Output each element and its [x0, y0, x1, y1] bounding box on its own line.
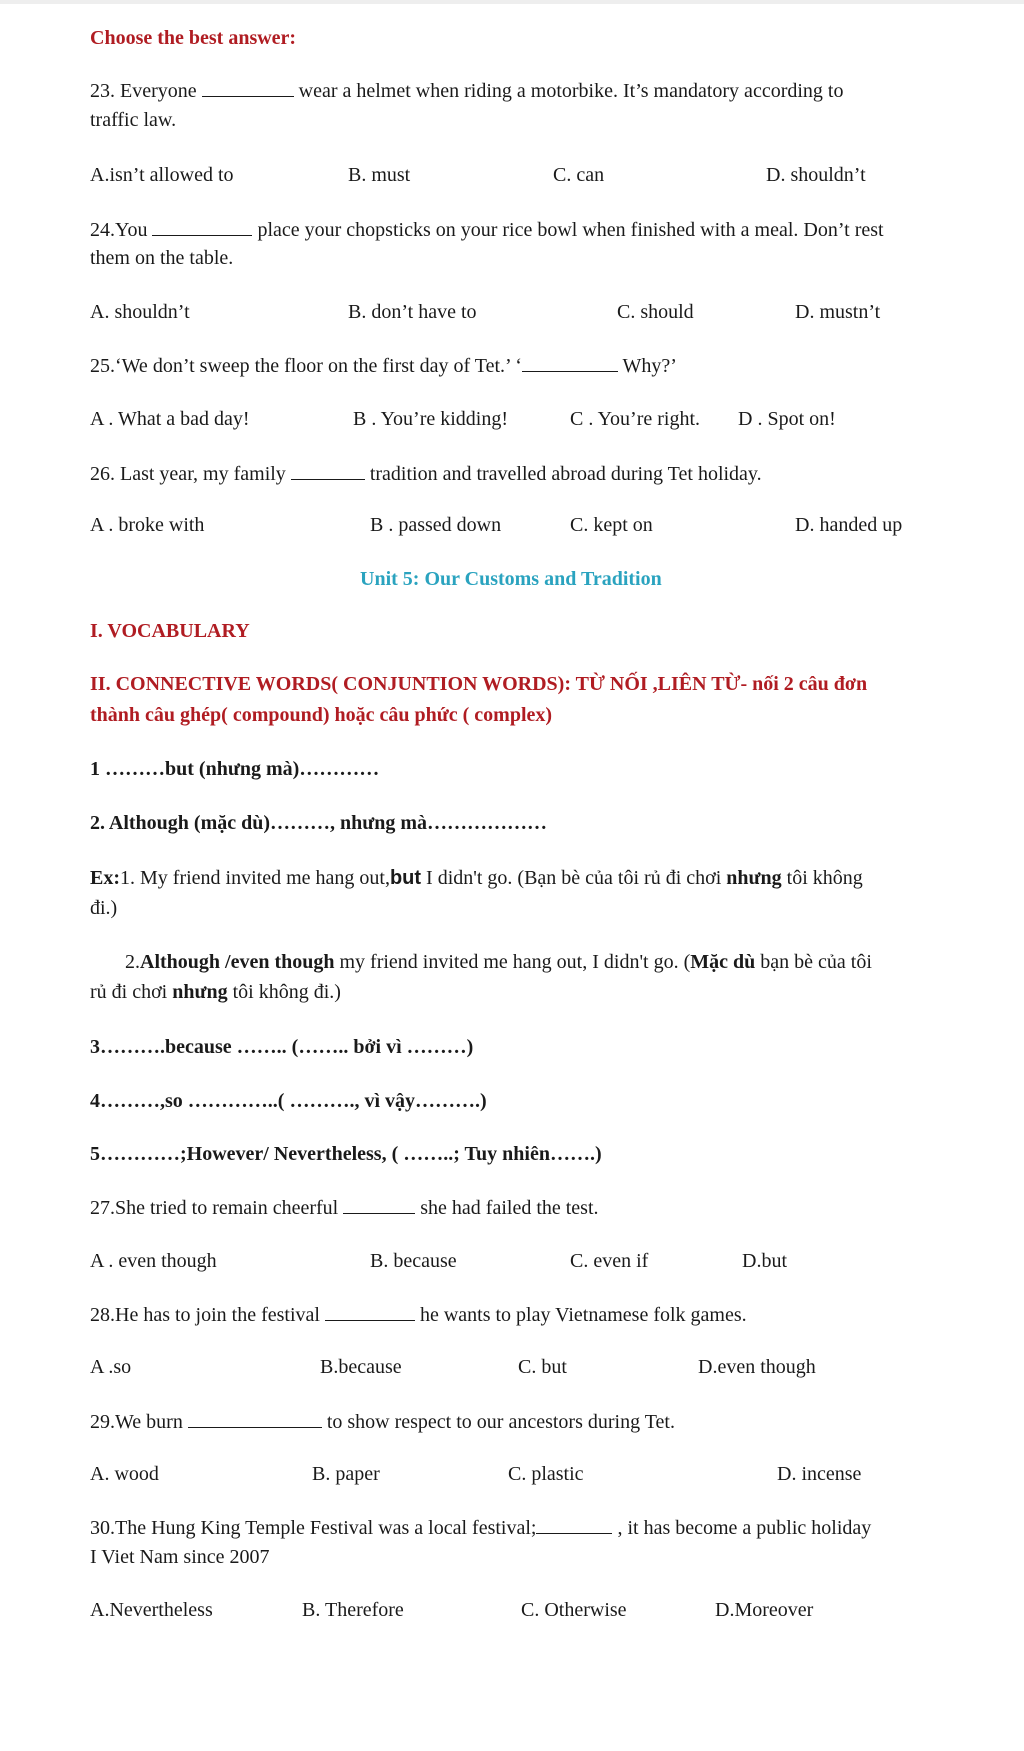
answer-blank[interactable] — [202, 78, 294, 97]
q29-option-a[interactable]: A. wood — [90, 1463, 159, 1485]
rule-so: 4………,so …………..( ………., vì vậy……….) — [90, 1090, 487, 1112]
question-27: 27.She tried to remain cheerful she had failed the test. — [90, 1197, 599, 1219]
q30-option-c[interactable]: C. Otherwise — [521, 1599, 627, 1621]
q26-option-a[interactable]: A . broke with — [90, 514, 205, 536]
q29-option-d[interactable]: D. incense — [777, 1463, 862, 1485]
q26-option-b[interactable]: B . passed down — [370, 514, 502, 536]
q23-option-d[interactable]: D. shouldn’t — [766, 164, 866, 186]
instruction-heading: Choose the best answer: — [90, 27, 297, 49]
q24-option-c[interactable]: C. should — [617, 301, 694, 323]
answer-blank[interactable] — [343, 1195, 415, 1214]
rule-although: 2. Although (mặc dù)………, nhưng mà……………… — [90, 812, 548, 834]
q29-option-b[interactable]: B. paper — [312, 1463, 380, 1485]
answer-blank[interactable] — [152, 217, 252, 236]
rule-because: 3……….because …….. (…….. bởi vì ………) — [90, 1036, 474, 1058]
q30-option-a[interactable]: A.Nevertheless — [90, 1599, 213, 1621]
question-30: 30.The Hung King Temple Festival was a local festival; , it has become a public holiday — [90, 1517, 872, 1539]
question-24-cont: them on the table. — [90, 247, 234, 269]
q27-option-b[interactable]: B. because — [370, 1250, 457, 1272]
question-29: 29.We burn to show respect to our ancestors during Tet. — [90, 1411, 675, 1433]
q27-option-d[interactable]: D.but — [742, 1250, 787, 1272]
example-1: Ex:1. My friend invited me hang out,but I didn't go. (Bạn bè của tôi rủ đi chơi nhưng tôi không — [90, 867, 863, 889]
q27-option-a[interactable]: A . even though — [90, 1250, 217, 1272]
unit-title: Unit 5: Our Customs and Tradition — [360, 568, 662, 590]
example-2-cont: rủ đi chơi nhưng tôi không đi.) — [90, 981, 341, 1003]
answer-blank[interactable] — [325, 1302, 415, 1321]
vocabulary-heading: I. VOCABULARY — [90, 620, 250, 642]
q23-option-b[interactable]: B. must — [348, 164, 411, 186]
q27-option-c[interactable]: C. even if — [570, 1250, 649, 1272]
q26-option-d[interactable]: D. handed up — [795, 514, 903, 536]
connective-heading-line2: thành câu ghép( compound) hoặc câu phức ( complex) — [90, 704, 553, 726]
question-24: 24.You place your chopsticks on your rice bowl when finished with a meal. Don’t rest — [90, 219, 884, 241]
q28-option-c[interactable]: C. but — [518, 1356, 567, 1378]
q30-option-d[interactable]: D.Moreover — [715, 1599, 814, 1621]
q23-option-a[interactable]: A.isn’t allowed to — [90, 164, 234, 186]
q29-option-c[interactable]: C. plastic — [508, 1463, 584, 1485]
question-23-cont: traffic law. — [90, 109, 177, 131]
answer-blank[interactable] — [291, 461, 365, 480]
q25-option-d[interactable]: D . Spot on! — [738, 408, 836, 430]
answer-blank[interactable] — [522, 353, 618, 372]
connective-heading-line1: II. CONNECTIVE WORDS( CONJUNTION WORDS): TỪ NỐI ,LIÊN TỪ- nối 2 câu đơn — [90, 673, 868, 695]
question-26: 26. Last year, my family tradition and travelled abroad during Tet holiday. — [90, 463, 762, 485]
q24-option-a[interactable]: A. shouldn’t — [90, 301, 190, 323]
q23-option-c[interactable]: C. can — [553, 164, 605, 186]
q24-option-d[interactable]: D. mustn’t — [795, 301, 881, 323]
q25-option-c[interactable]: C . You’re right. — [570, 408, 701, 430]
question-30-cont: I Viet Nam since 2007 — [90, 1546, 270, 1568]
q28-option-b[interactable]: B.because — [320, 1356, 402, 1378]
q26-option-c[interactable]: C. kept on — [570, 514, 653, 536]
q28-option-a[interactable]: A .so — [90, 1356, 132, 1378]
q28-option-d[interactable]: D.even though — [698, 1356, 816, 1378]
example-2: 2.Although /even though my friend invited me hang out, I didn't go. (Mặc dù bạn bè của tôi — [125, 951, 872, 973]
question-23: 23. Everyone wear a helmet when riding a motorbike. It’s mandatory according to — [90, 80, 844, 102]
q25-option-a[interactable]: A . What a bad day! — [90, 408, 250, 430]
rule-however: 5…………;However/ Nevertheless, ( ……..; Tuy nhiên…….) — [90, 1143, 602, 1165]
q24-option-b[interactable]: B. don’t have to — [348, 301, 477, 323]
answer-blank[interactable] — [536, 1515, 612, 1534]
rule-but: 1 ………but (nhưng mà)………… — [90, 758, 380, 780]
answer-blank[interactable] — [188, 1409, 322, 1428]
q30-option-b[interactable]: B. Therefore — [302, 1599, 404, 1621]
example-1-cont: đi.) — [90, 897, 118, 919]
top-edge — [0, 0, 1024, 4]
question-28: 28.He has to join the festival he wants to play Vietnamese folk games. — [90, 1304, 747, 1326]
question-25: 25.‘We don’t sweep the floor on the first day of Tet.’ ‘ Why?’ — [90, 355, 677, 377]
q25-option-b[interactable]: B . You’re kidding! — [353, 408, 509, 430]
